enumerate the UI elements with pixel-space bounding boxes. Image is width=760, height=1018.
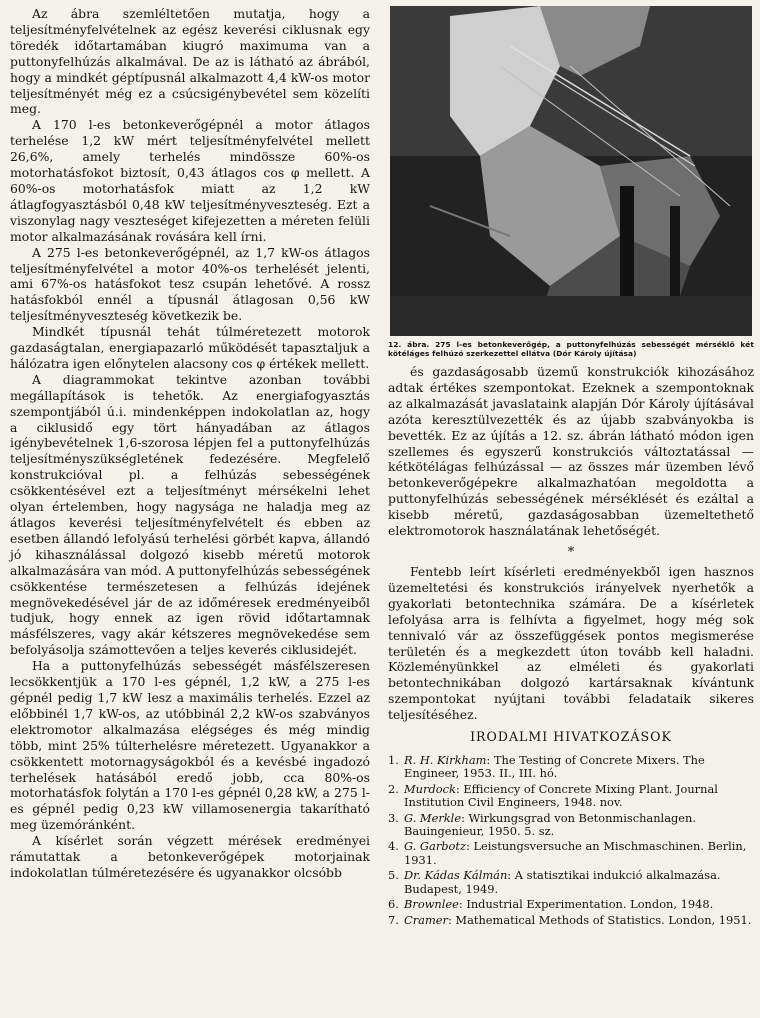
figure-caption: 12. ábra. 275 l-es betonkeverőgép, a puttonyfelhúzás sebességét mérséklő két kötéláges felhúzó szerkezettel ellátva (Dór Károly újítása): [388, 340, 754, 358]
reference-author: Dr. Kádas Kálmán: [404, 868, 508, 883]
reference-author: R. H. Kirkham: [404, 753, 487, 768]
paragraph: és gazdaságosabb üzemű konstrukciók kihozásához adtak értékes szempontokat. Ezeknek a szempontoknak az alkalmazását javaslataink alapján Dór Károly újításával azóta keresztülvezették és az újabb szabványokba is bevették. Ez az újítás a 12. sz. ábrán látható módon igen szellemes és egyszerű konstrukciós változtatással — kétkötélágas felhúzással — az összes már üzemben lévő betonkeverőgépekre alkalmazhatóan megoldotta a puttonyfelhúzás sebességének mérséklését és ezáltal a kisebb méretű, gazdaságosabban üzemeltethető elektromotorok használatának lehetőségét.: [388, 364, 754, 539]
reference-text: : A statisztikai indukció alkalmazása. Budapest, 1949.: [404, 868, 721, 896]
reference-text: : Mathematical Methods of Statistics. London, 1951.: [447, 912, 752, 927]
reference-item: [388, 914, 754, 927]
reference-number: 7.: [388, 912, 399, 927]
reference-author: G. Garbotz: [404, 839, 466, 854]
reference-text: : Wirkungsgrad von Betonmischanlagen. Bauingenieur, 1950. 5. sz.: [404, 810, 696, 839]
closing-paragraph: Fentebb leírt kísérleti eredményekből igen hasznos üzemeltetési és konstrukciós irányelvek nyerhetők a gyakorlati betontechnika számára. De a kísérletek lefolyása arra is felhívta a figyelmet, hogy még sok tennivaló vár az összefüggések pontos megismerése területén és a megkezdett úton tovább kell haladni. Közleményünkkel az elméleti és gyakorlati betontechnikában dolgozó kartársaknak kívántunk szempontokat nyújtani további feladataik sikeres teljesítéséhez.: [388, 563, 754, 723]
paragraph: A 170 l-es betonkeverőgépnél a motor átlagos terhelése 1,2 kW mért teljesítményfelvétel mellett 26,6%, amely terhelés mindössze 60%-os motorhatásfokot biztosít, 0,43 átlagos cos φ mellett. A 60%-os motorhatásfok miatt az 1,2 kW átlagfogyasztásból 0,48 kW teljesítményveszteség. Ezt a viszonylag nagy veszteséget kifejezetten a méreten felüli motor alkalmazásának rovására kell írni.: [10, 117, 370, 244]
paragraph: A diagrammokat tekintve azonban további megállapítások is tehetők. Az energiafogyasztás szempontjából ú.i. mindenképpen indokolatlan az, hogy a ciklusidő egy tört hányadában az átlagos igénybevételnek 1,6-szorosa lépjen fel a puttonyfelhúzás teljesítményszükségletének fedezésére. Megfelelő konstrukcióval pl. a felhúzás sebességének csökkentésével ezt a teljesítményt mérsékelni lehet olyan értelemben, hogy nagysága ne haladja meg az átlagos keverési teljesítményfelvételt és ebben az esetben állandó lefolyású terhelési görbét kapva, állandó jó kihasználással dolgozó kisebb méretű motorok alkalmazására van mód. A puttonyfelhúzás sebességének csökkentése természetesen a felhúzás idejének megnövekedésével jár de az időméresek eredményeiből tudjuk, hogy ennek az igen rövid időtartamnak másfélszeres, vagy akár kétszeres megnövekedése sem befolyásolja számottevően a teljes keverés ciklusidejét.: [10, 371, 370, 658]
right-column: [388, 6, 754, 929]
concrete-mixer-illustration: [390, 6, 752, 336]
reference-item: [388, 898, 754, 911]
reference-item: [388, 840, 754, 867]
reference-item: [388, 783, 754, 810]
reference-text: : Efficiency of Concrete Mixing Plant. Journal Institution Civil Engineers, 1948. nov.: [404, 781, 718, 810]
paragraph: A 275 l-es betonkeverőgépnél, az 1,7 kW-os átlagos teljesítményfelvétel a motor 40%-os terhelését jelenti, ami 67%-os hatásfokot tesz csupán lehetővé. A rossz hatásfokból ennél a típusnál átlagosan 0,56 kW teljesítményveszteség következik be.: [10, 244, 370, 324]
paragraph: Ha a puttonyfelhúzás sebességét másfélszeresen lecsökkentjük a 170 l-es gépnél, 1,2 kW, a 275 l-es gépnél pedig 1,7 kW lesz a maximális terhelés. Ezzel az előbbinél 1,7 kW-os, az utóbbinál 2,2 kW-os szabványos elektromotor alkalmazása elégséges és még mindig több, mint 25% túlterhelésre méretezett. Ugyanakkor a csökkentett motornagyságokból és a kevésbé ingadozó terhelések hatásából eredő jobb, cca 80%-os motorhatásfok folytán a 170 l-es gépnél 0,28 kW, a 275 l-es gépnél pedig 0,23 kW villamosenergia takarítható meg üzemóránként.: [10, 658, 370, 833]
reference-item: [388, 812, 754, 839]
left-column: [10, 6, 370, 881]
reference-text: : Industrial Experimentation. London, 1948.: [458, 897, 714, 912]
reference-number: 4.: [388, 839, 399, 854]
reference-text: : The Testing of Concrete Mixers. The Engineer, 1953. II., III. hó.: [404, 753, 705, 781]
section-separator: *: [567, 544, 575, 560]
reference-author: Murdock: [404, 781, 456, 796]
reference-number: 6.: [388, 897, 399, 912]
reference-author: G. Merkle: [404, 810, 462, 825]
reference-number: 2.: [388, 781, 399, 796]
paragraph: Mindkét típusnál tehát túlméretezett motorok gazdaságtalan, energiapazarló működését tapasztaljuk a hálózatra igen előnytelen alacsony cos φ értékek mellett.: [10, 324, 370, 371]
reference-text: : Leistungsversuche an Mischmaschinen. Berlin, 1931.: [404, 839, 747, 867]
paragraph: A kísérlet során végzett mérések eredményei rámutattak a betonkeverőgépek motorjainak indokolatlan túlméretezésére és ugyanakkor olcsóbb: [10, 833, 370, 880]
reference-author: Cramer: [404, 912, 448, 927]
reference-item: [388, 754, 754, 781]
reference-item: [388, 869, 754, 896]
paragraph: Az ábra szemléltetően mutatja, hogy a teljesítményfelvételnek az egész keverési ciklusnak egy töredék időtartamában kiugró maximuma van a puttonyfelhúzás alkalmával. De az is látható az ábrából, hogy a mindkét géptípusnál alkalmazott 4,4 kW-os motor teljesítményét még ez a csúcsigénybevétel sem közelíti meg.: [10, 6, 370, 117]
reference-number: 3.: [388, 810, 399, 825]
concrete-mixer-photo: [390, 6, 752, 336]
reference-number: 5.: [388, 868, 399, 883]
references-heading: IRODALMI HIVATKOZÁSOK: [470, 729, 672, 745]
references-list: [388, 754, 754, 927]
reference-author: Brownlee: [404, 897, 459, 912]
reference-number: 1.: [388, 753, 399, 768]
